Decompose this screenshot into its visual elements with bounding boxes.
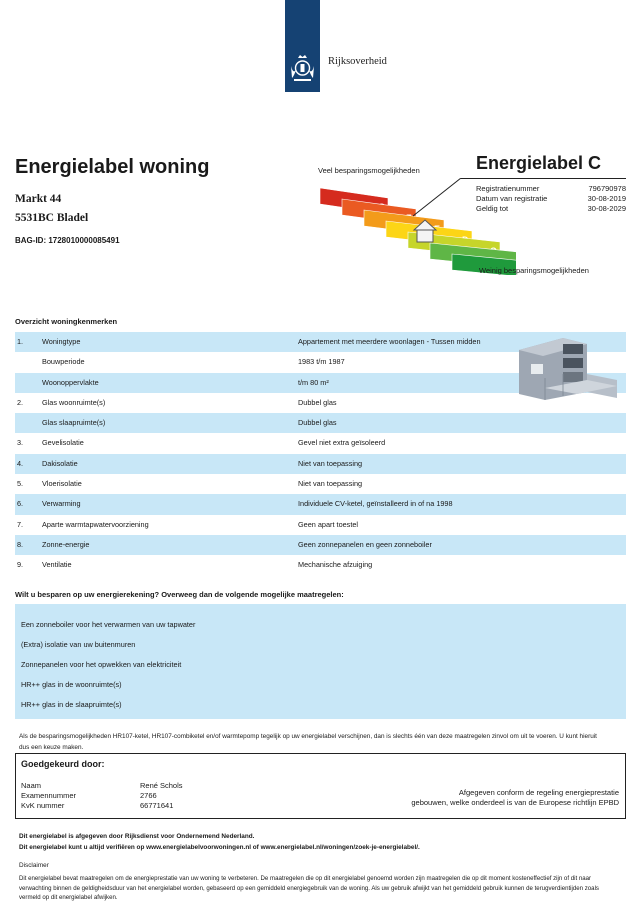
registration-divider — [461, 178, 626, 179]
registration-key: Geldig tot — [476, 204, 509, 213]
row-label: Ventilatie — [42, 560, 72, 570]
row-value: Individuele CV-ketel, geïnstalleerd in of na 1998 — [298, 499, 453, 509]
address-street: Markt 44 — [15, 193, 62, 205]
row-number: 7. — [17, 519, 24, 529]
approval-value: 66771641 — [140, 801, 174, 810]
table-row — [15, 494, 626, 514]
row-number: 8. — [17, 539, 24, 549]
bag-id: BAG-ID: 1728010000085491 — [15, 236, 120, 245]
row-value: Appartement met meerdere woonlagen - Tussen midden — [298, 337, 481, 346]
registration-value: 30-08-2029 — [587, 204, 626, 213]
footer-info — [19, 831, 619, 853]
approval-key: Naam — [21, 781, 42, 790]
approval-statement — [319, 788, 619, 808]
row-value: Mechanische afzuiging — [298, 560, 373, 570]
advice-item: (Extra) isolatie van uw buitenmuren — [21, 640, 136, 649]
table-row — [15, 535, 626, 555]
advice-box — [15, 604, 626, 719]
approval-value: René Schols — [140, 781, 183, 790]
advice-item: Zonnepanelen voor het opwekken van elektriciteit — [21, 660, 182, 669]
rijksoverheid-logo-bar — [285, 0, 320, 92]
approval-statement-line2: gebouwen, welke onderdeel is van de Europese richtlijn EPBD — [411, 798, 619, 807]
row-number: 3. — [17, 438, 24, 448]
scale-bottom-label: Weinig besparingsmogelijkheden — [479, 266, 589, 275]
advice-item: HR++ glas in de slaapruimte(s) — [21, 700, 122, 709]
row-value: Niet van toepassing — [298, 479, 363, 489]
label-pointer-line — [405, 178, 465, 218]
approval-box — [15, 753, 626, 819]
row-label: Gevelisolatie — [42, 438, 84, 448]
row-label: Aparte warmtapwatervoorziening — [42, 519, 149, 529]
footer-line1: Dit energielabel is afgegeven door Rijksdienst voor Ondernemend Nederland. — [19, 833, 255, 840]
row-label: Glas slaapruimte(s) — [42, 418, 106, 428]
row-value: t/m 80 m² — [298, 377, 329, 387]
energy-label-title: Energielabel C — [476, 153, 602, 173]
overview-title: Overzicht woningkenmerken — [15, 317, 118, 326]
org-name: Rijksoverheid — [328, 56, 387, 67]
row-number: 6. — [17, 499, 24, 509]
registration-key: Registratienummer — [476, 184, 540, 193]
advice-item: HR++ glas in de woonruimte(s) — [21, 680, 122, 689]
approval-title: Goedgekeurd door: — [21, 759, 105, 769]
table-row — [15, 474, 626, 494]
row-value: Niet van toepassing — [298, 458, 363, 468]
row-label: Zonne-energie — [42, 539, 90, 549]
row-value: Dubbel glas — [298, 418, 337, 428]
building-illustration — [517, 338, 619, 400]
advice-item: Een zonneboiler voor het verwarmen van uw tapwater — [21, 620, 196, 629]
registration-row — [476, 184, 626, 194]
row-value: Geen zonnepanelen en geen zonneboiler — [298, 539, 432, 549]
row-value: Geen apart toestel — [298, 519, 359, 529]
row-number: 4. — [17, 458, 24, 468]
table-row — [15, 515, 626, 535]
row-value: Gevel niet extra geïsoleerd — [298, 438, 386, 448]
row-value: Dubbel glas — [298, 397, 337, 407]
approval-key: Examennummer — [21, 791, 77, 800]
registration-value: 30-08-2019 — [587, 194, 626, 203]
row-number: 5. — [17, 479, 24, 489]
royal-crest-icon — [288, 54, 317, 84]
row-value: 1983 t/m 1987 — [298, 357, 345, 367]
advice-question: Wilt u besparen op uw energierekening? Overweeg dan de volgende mogelijke maatregelen: — [15, 590, 344, 599]
table-row — [15, 433, 626, 453]
row-label: Dakisolatie — [42, 458, 78, 468]
disclaimer-title: Disclaimer — [19, 862, 49, 869]
row-label: Woningtype — [42, 337, 81, 346]
row-label: Bouwperiode — [42, 357, 85, 367]
page-title: Energielabel woning — [15, 156, 210, 178]
table-row — [15, 413, 626, 433]
row-label: Verwarming — [42, 499, 81, 509]
approval-value: 2766 — [140, 791, 157, 800]
row-number: 9. — [17, 560, 24, 570]
registration-row — [476, 204, 626, 214]
table-row — [15, 454, 626, 474]
footer-line2: Dit energielabel kunt u altijd verifiëren op www.energielabelvoorwoningen.nl of www.energielabel.nl/woningen/zoek-je-energielabel/. — [19, 844, 420, 851]
address-postcode-city: 5531BC Bladel — [15, 212, 89, 224]
row-number: 1. — [17, 337, 24, 346]
row-number: 2. — [17, 397, 24, 407]
row-label: Glas woonruimte(s) — [42, 397, 106, 407]
advice-note: Als de besparingsmogelijkheden HR107-ketel, HR107-combiketel en/of warmtepomp tegelijk op uw energielabel verschijnen, dan is slechts één van deze maatregelen zinvol om uit te voeren. U kunt hieruit dus een keuze maken. — [19, 733, 597, 751]
disclaimer-text: Dit energielabel bevat maatregelen om de energieprestatie van uw woning te verbeteren. De maatregelen die op dit energielabel genoemd worden zijn maatregelen die op dit moment kosteneffectief zijn of dit naar verwachting binnen de geldigheidsduur van het energielabel worden, gebaseerd op een gemiddeld energiegebruik van de woning. Als uw gebruik afwijkt van het gemiddeld gebruik kunnen de terugverdientijden zoals vermeld op dit energielabel afwijken. — [19, 875, 599, 902]
scale-top-label: Veel besparingsmogelijkheden — [318, 166, 420, 175]
row-label: Woonoppervlakte — [42, 377, 99, 387]
table-row — [15, 555, 626, 575]
approval-key: KvK nummer — [21, 801, 65, 810]
registration-value: 796790978 — [588, 184, 626, 193]
registration-key: Datum van registratie — [476, 194, 548, 203]
row-label: Vloerisolatie — [42, 479, 82, 489]
registration-row — [476, 194, 626, 204]
registration-details — [476, 184, 626, 214]
approval-statement-line1: Afgegeven conform de regeling energieprestatie — [458, 788, 619, 797]
